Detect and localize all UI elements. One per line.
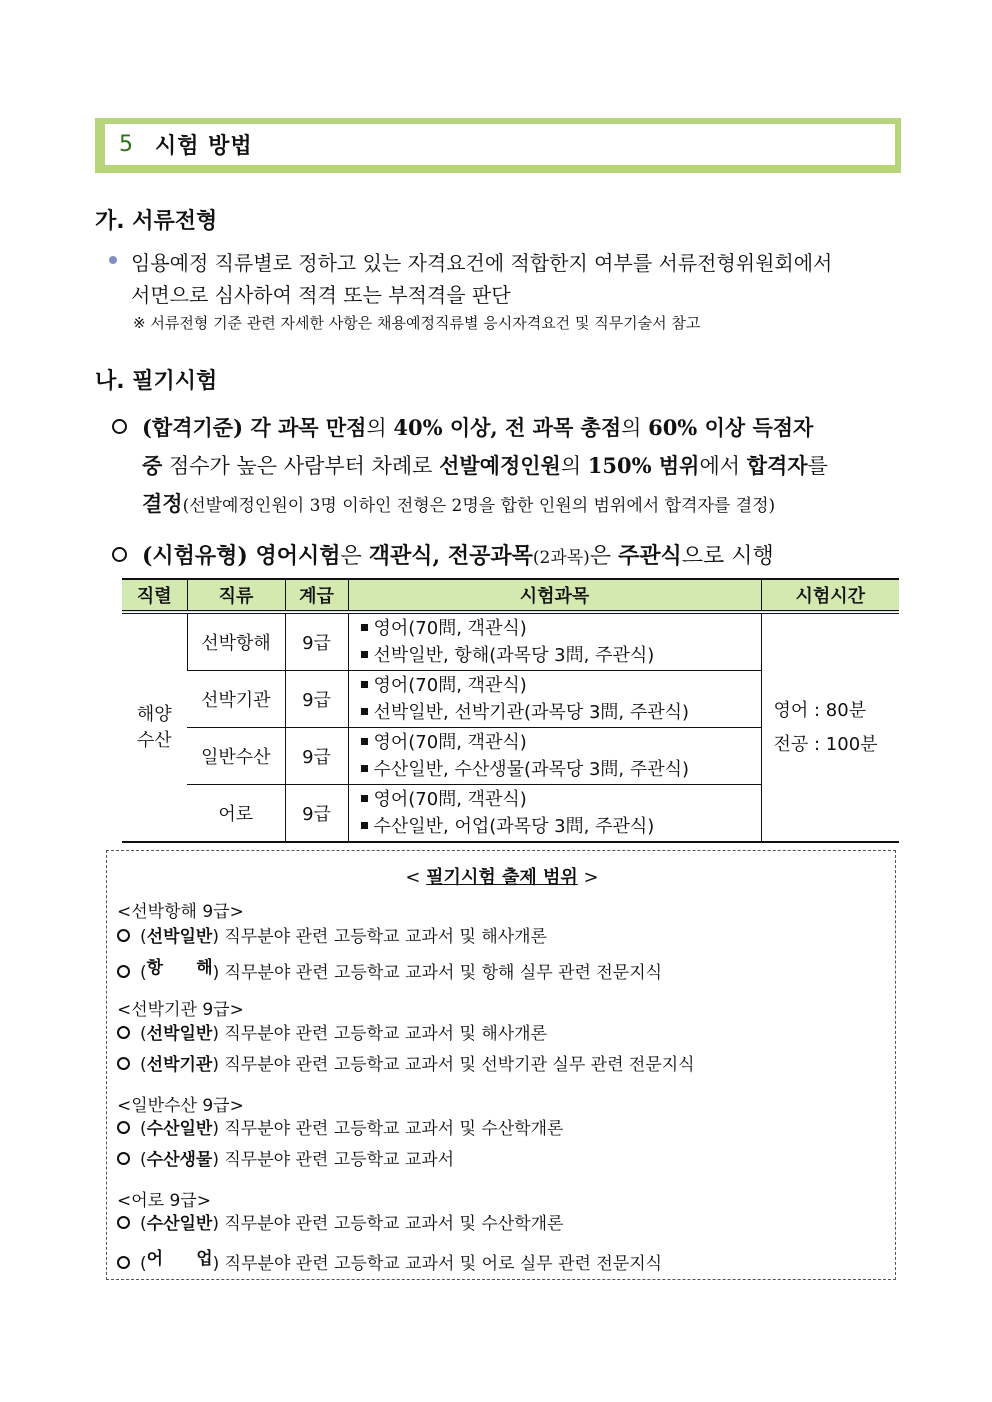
subject-line: 선박일반, 선박기관(과목당 3問, 주관식)	[373, 702, 690, 723]
criteria-line2	[142, 450, 828, 480]
subjects-cell	[348, 728, 761, 785]
criteria-p1b: 의	[366, 416, 394, 440]
circle-bullet-icon	[117, 965, 130, 978]
series-cell	[122, 612, 187, 842]
circle-bullet-icon	[112, 419, 127, 434]
circle-bullet-icon	[117, 1152, 130, 1165]
range-item-label: 선박기관	[146, 1055, 213, 1075]
range-item-label: 수산생물	[146, 1150, 213, 1170]
criteria-p2g: 합격자	[746, 453, 808, 478]
range-title-post: >	[577, 867, 599, 888]
criteria-line1	[142, 412, 813, 442]
section-header	[95, 118, 901, 173]
doc-review-note: ※ 서류전형 기준 관련 자세한 사항은 채용예정직류별 응시자격요건 및 직무기술서 참고	[133, 314, 701, 332]
square-bullet-icon	[361, 822, 368, 829]
subject-line: 영어(70問, 객관식)	[373, 732, 527, 753]
criteria-p3b: (선발예정인원이 3명 이하인 전형은 2명을 합한 인원의 범위에서 합격자를 결정)	[182, 496, 776, 516]
exam-table	[122, 578, 899, 843]
criteria-p2f: 에서	[699, 454, 747, 478]
range-item-text: 직무분야 관련 고등학교 교과서 및 수산학개론	[218, 1214, 564, 1234]
subject-line: 수산일반, 수산생물(과목당 3問, 주관식)	[373, 759, 690, 780]
exam-type-f: 주관식	[618, 543, 682, 569]
range-item: (수산일반) 직무분야 관련 고등학교 교과서 및 수산학개론	[117, 1209, 563, 1234]
class-cell: 선박항해	[187, 612, 285, 671]
range-item-label: 선박일반	[146, 927, 213, 947]
circle-bullet-icon	[117, 1256, 130, 1269]
criteria-p2d: 의	[560, 454, 588, 478]
header-time: 시험시간	[761, 579, 899, 612]
table-header-row	[122, 579, 899, 612]
criteria-p1d: 의	[621, 416, 649, 440]
section-header-inner	[105, 124, 895, 165]
exam-type-d: (2과목)	[532, 548, 590, 568]
square-bullet-icon	[361, 624, 368, 631]
exam-range-box	[106, 850, 896, 1280]
class-cell: 어로	[187, 785, 285, 843]
range-item: (선박일반) 직무분야 관련 고등학교 교과서 및 해사개론	[117, 1019, 547, 1044]
circle-bullet-icon	[117, 929, 130, 942]
range-item-label: 수산일반	[146, 1214, 213, 1234]
subject-line: 영어(70問, 객관식)	[373, 618, 527, 639]
range-item: (수산생물) 직무분야 관련 고등학교 교과서	[117, 1145, 454, 1170]
criteria-line3	[142, 488, 775, 518]
criteria-p2e: 150% 범위	[587, 453, 700, 478]
subjects-cell	[348, 785, 761, 843]
exam-type-line	[142, 539, 774, 570]
exam-type-e: 은	[589, 544, 619, 569]
section-title: 시험 방법	[155, 134, 253, 159]
range-title-text: 필기시험 출제 범위	[426, 867, 578, 888]
grade-cell: 9급	[285, 728, 348, 785]
grade-cell: 9급	[285, 785, 348, 843]
range-item: (수산일반) 직무분야 관련 고등학교 교과서 및 수산학개론	[117, 1114, 563, 1139]
criteria-p2b: 점수가 높은 사람부터 차례로	[162, 454, 440, 478]
exam-type-c: 객관식, 전공과목	[368, 543, 533, 569]
square-bullet-icon	[361, 651, 368, 658]
series-line1: 해양	[136, 703, 172, 725]
header-subjects: 시험과목	[348, 579, 761, 612]
circle-bullet-icon	[117, 1026, 130, 1039]
criteria-p2a: 중	[142, 453, 163, 478]
series-line2: 수산	[136, 729, 172, 751]
range-item: ( 항 해 ) 직무분야 관련 고등학교 교과서 및 항해 실무 관련 전문지식	[117, 953, 662, 983]
class-cell: 일반수산	[187, 728, 285, 785]
time-line2: 전공 : 100분	[773, 733, 878, 755]
criteria-label: (합격기준)	[142, 415, 244, 440]
subjects-cell	[348, 671, 761, 728]
criteria-p1a: 각 과목 만점	[243, 415, 367, 440]
subject-line: 영어(70問, 객관식)	[373, 789, 527, 810]
range-group-head: <어로 9급>	[117, 1191, 211, 1211]
exam-type-g: 으로 시행	[681, 544, 774, 569]
header-grade: 계급	[285, 579, 348, 612]
criteria-p1c: 40% 이상, 전 과목 총점	[393, 415, 622, 440]
time-cell	[761, 612, 899, 842]
range-item-text: 직무분야 관련 고등학교 교과서 및 해사개론	[218, 927, 548, 947]
range-item-text: 직무분야 관련 고등학교 교과서 및 어로 실무 관련 전문지식	[219, 1254, 663, 1274]
criteria-p2h: 를	[807, 454, 828, 478]
criteria-p1e: 60% 이상 득점자	[648, 415, 814, 440]
range-item-text: 직무분야 관련 고등학교 교과서 및 해사개론	[218, 1024, 548, 1044]
doc-review-heading: 가. 서류전형	[95, 209, 218, 234]
range-group-head: <선박항해 9급>	[117, 902, 244, 922]
grade-cell: 9급	[285, 612, 348, 671]
range-group-head: <선박기관 9급>	[117, 1000, 244, 1020]
circle-bullet-icon	[112, 547, 127, 562]
subject-line: 선박일반, 항해(과목당 3問, 주관식)	[373, 645, 655, 666]
grade-cell: 9급	[285, 671, 348, 728]
time-line1: 영어 : 80분	[773, 699, 867, 721]
range-item: (선박일반) 직무분야 관련 고등학교 교과서 및 해사개론	[117, 922, 547, 947]
section-number: 5	[119, 132, 133, 157]
doc-review-line1: 임용예정 직류별로 정하고 있는 자격요건에 적합한지 여부를 서류전형위원회에서	[131, 251, 833, 275]
class-cell: 선박기관	[187, 671, 285, 728]
square-bullet-icon	[361, 708, 368, 715]
subject-line: 수산일반, 어업(과목당 3問, 주관식)	[373, 816, 655, 837]
range-title	[107, 863, 897, 889]
exam-type-a: (시험유형) 영어시험	[142, 543, 341, 569]
subjects-cell	[348, 612, 761, 671]
square-bullet-icon	[361, 681, 368, 688]
circle-bullet-icon	[117, 1216, 130, 1229]
range-item-label: 선박일반	[146, 1024, 213, 1044]
range-title-pre: <	[405, 867, 427, 888]
subject-line: 영어(70問, 객관식)	[373, 675, 527, 696]
table-row	[122, 612, 899, 671]
range-item-label-b: 해	[196, 958, 213, 978]
range-item-label-a: 어	[146, 1249, 164, 1269]
criteria-p3a: 결정	[142, 491, 183, 516]
range-item-text: 직무분야 관련 고등학교 교과서 및 선박기관 실무 관련 전문지식	[218, 1055, 695, 1075]
range-item-text: 직무분야 관련 고등학교 교과서	[218, 1150, 455, 1170]
bullet-dot-icon	[109, 256, 117, 264]
square-bullet-icon	[361, 738, 368, 745]
range-item: (선박기관) 직무분야 관련 고등학교 교과서 및 선박기관 실무 관련 전문지식	[117, 1050, 695, 1075]
written-heading: 나. 필기시험	[95, 369, 218, 394]
range-item-label-a: 항	[146, 958, 164, 978]
range-item-label: 수산일반	[146, 1119, 213, 1139]
range-item-text: 직무분야 관련 고등학교 교과서 및 수산학개론	[218, 1119, 564, 1139]
doc-review-line2: 서면으로 심사하여 적격 또는 부적격을 판단	[131, 283, 511, 307]
circle-bullet-icon	[117, 1121, 130, 1134]
header-series: 직렬	[122, 579, 187, 612]
range-group-head: <일반수산 9급>	[117, 1096, 244, 1116]
square-bullet-icon	[361, 765, 368, 772]
range-item-text: 직무분야 관련 고등학교 교과서 및 항해 실무 관련 전문지식	[219, 963, 663, 983]
header-class: 직류	[187, 579, 285, 612]
range-item-label-b: 업	[196, 1249, 213, 1269]
square-bullet-icon	[361, 795, 368, 802]
circle-bullet-icon	[117, 1057, 130, 1070]
exam-type-b: 은	[340, 544, 369, 569]
criteria-p2c: 선발예정인원	[439, 453, 561, 478]
range-item: ( 어 업 ) 직무분야 관련 고등학교 교과서 및 어로 실무 관련 전문지식	[117, 1244, 662, 1274]
